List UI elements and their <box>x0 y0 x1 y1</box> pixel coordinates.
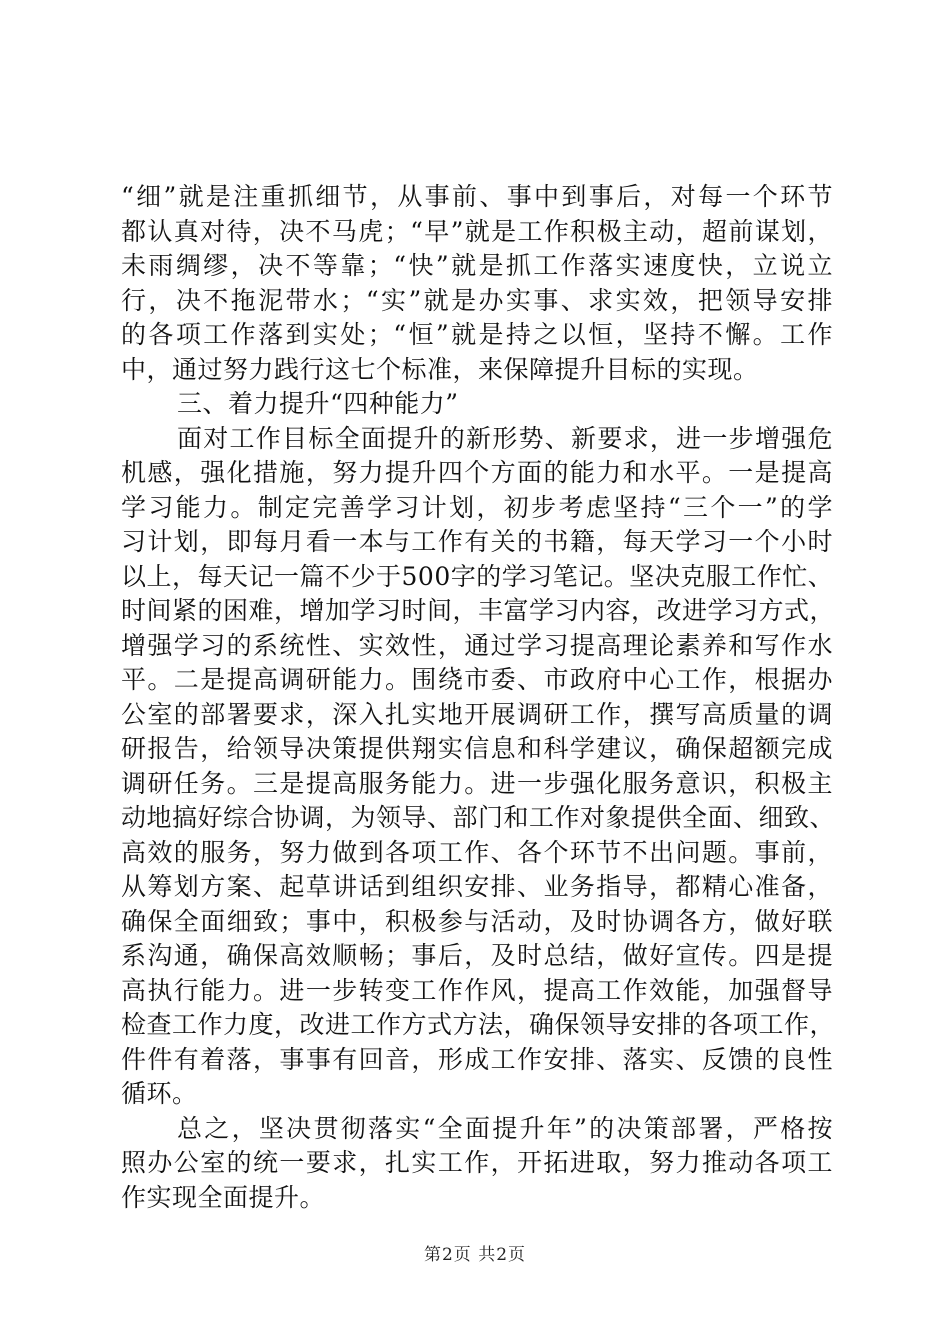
page-footer: 第2页 共2页 <box>423 1245 527 1265</box>
text-line: 以上，每天记一篇不少于500字的学习笔记。坚决克服工作忙、 <box>121 561 834 591</box>
text-line: 调研任务。三是提高服务能力。进一步强化服务意识，积极主 <box>121 768 833 798</box>
text-line: 增强学习的系统性、实效性，通过学习提高理论素养和写作水 <box>121 630 833 660</box>
text-line: 时间紧的困难，增加学习时间，丰富学习内容，改进学习方式， <box>121 596 836 625</box>
text-line: 中，通过努力践行这七个标准，来保障提升目标的实现。 <box>121 354 759 384</box>
text-line: 三、着力提升“四种能力” <box>177 389 459 418</box>
text-line: 循环。 <box>121 1079 198 1108</box>
document-body <box>121 180 836 1215</box>
text-line: 总之，坚决贯彻落实“全面提升年”的决策部署，严格按 <box>177 1113 833 1143</box>
text-line: 习计划，即每月看一本与工作有关的书籍，每天学习一个小时 <box>121 527 833 556</box>
text-line: 件件有着落，事事有回音，形成工作安排、落实、反馈的良性 <box>121 1044 833 1074</box>
text-line: 机感，强化措施，努力提升四个方面的能力和水平。一是提高 <box>121 458 833 487</box>
text-line: 检查工作力度，改进工作方式方法，确保领导安排的各项工作， <box>121 1010 836 1039</box>
text-line: “细”就是注重抓细节，从事前、事中到事后，对每一个环节 <box>121 182 833 211</box>
text-line: 从筹划方案、起草讲话到组织安排、业务指导，都精心准备， <box>121 872 833 901</box>
text-line: 的各项工作落到实处；“恒”就是持之以恒，坚持不懈。工作 <box>121 320 833 349</box>
text-line: 公室的部署要求，深入扎实地开展调研工作，撰写高质量的调 <box>121 699 833 729</box>
text-line: 研报告，给领导决策提供翔实信息和科学建议，确保超额完成 <box>121 734 833 763</box>
text-line: 行，决不拖泥带水；“实”就是办实事、求实效，把领导安排 <box>121 285 833 315</box>
text-line: 学习能力。制定完善学习计划，初步考虑坚持“三个一”的学 <box>121 492 833 522</box>
text-line: 确保全面细致；事中，积极参与活动，及时协调各方，做好联 <box>121 906 833 936</box>
text-line: 系沟通，确保高效顺畅；事后，及时总结，做好宣传。四是提 <box>121 941 833 970</box>
text-line: 作实现全面提升。 <box>121 1182 326 1212</box>
text-line: 平。二是提高调研能力。围绕市委、市政府中心工作，根据办 <box>121 665 833 694</box>
text-line: 动地搞好综合协调，为领导、部门和工作对象提供全面、细致、 <box>121 803 836 832</box>
text-line: 高执行能力。进一步转变工作作风，提高工作效能，加强督导 <box>121 975 833 1005</box>
text-line: 高效的服务，努力做到各项工作、各个环节不出问题。事前， <box>121 837 833 867</box>
text-line: 面对工作目标全面提升的新形势、新要求，进一步增强危 <box>177 423 833 453</box>
text-line: 未雨绸缪，决不等靠；“快”就是抓工作落实速度快，立说立 <box>121 251 833 280</box>
text-line: 照办公室的统一要求，扎实工作，开拓进取，努力推动各项工 <box>121 1148 833 1177</box>
text-line: 都认真对待，决不马虎；“早”就是工作积极主动，超前谋划， <box>121 216 833 246</box>
